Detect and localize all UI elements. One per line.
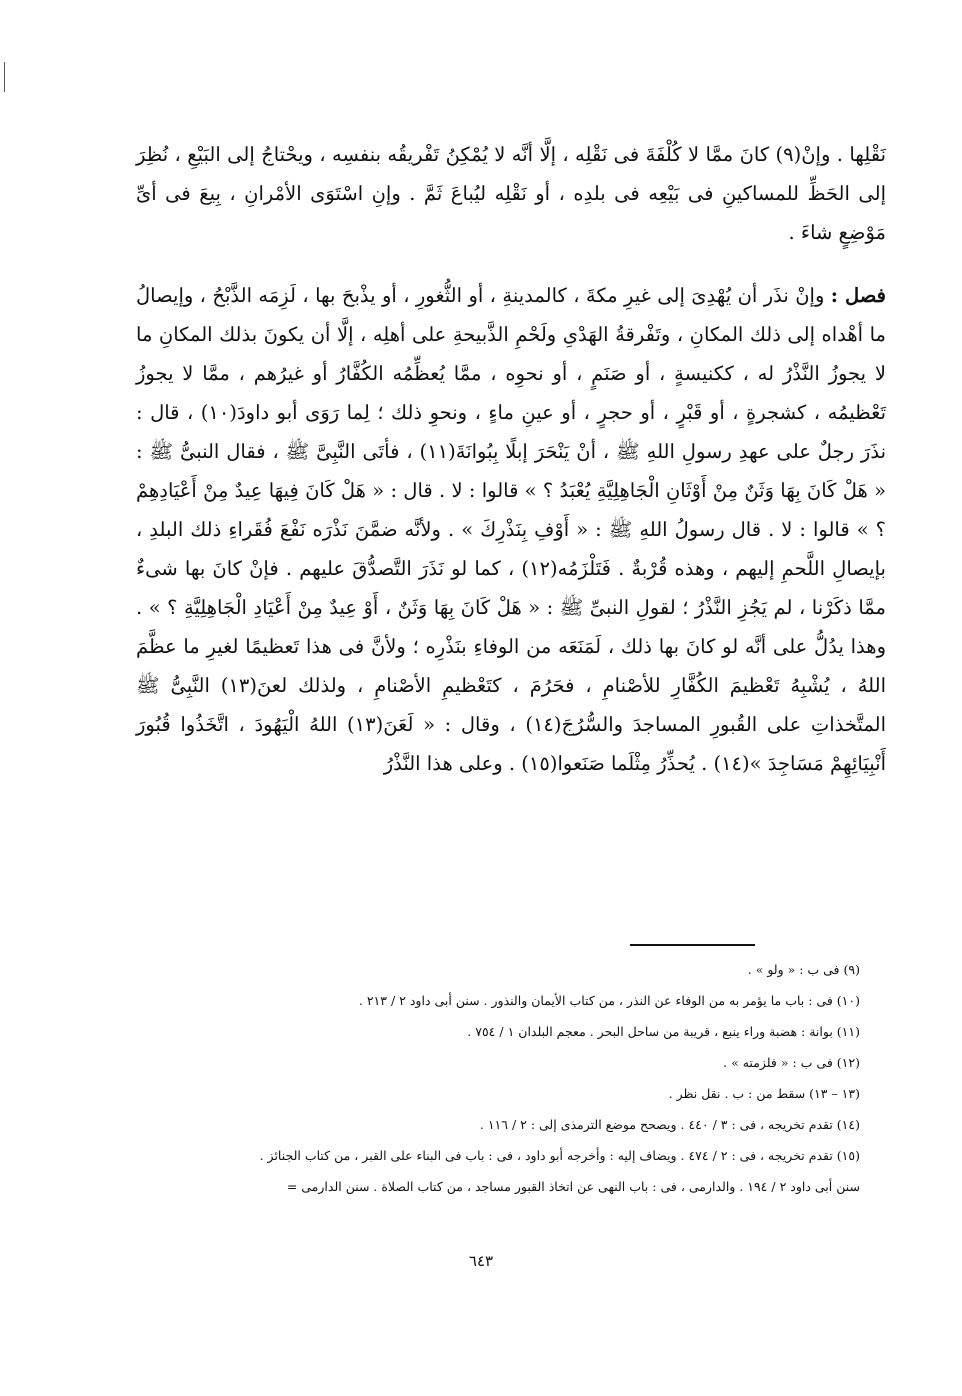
footnote-9: (٩) فى ب : « ولو » .	[747, 962, 860, 977]
footnote-10: (١٠) فى : باب ما يؤمر به من الوفاء عن النذر ، من كتاب الأيمان والنذور . سنن أبى داود ٢ / ٢١٣ .	[358, 993, 860, 1008]
footnote-separator	[630, 944, 755, 946]
footnote-11: (١١) بوانة : هضبة وراء ينبع ، قريبة من ساحل البحر . معجم البلدان ١ / ٧٥٤ .	[467, 1024, 860, 1039]
footnote-15: (١٥) تقدم تخريجه ، فى : ٢ / ٤٧٤ . ويضاف إليه : وأخرجه أبو داود ، فى : باب فى البناء على القبر ، من كتاب الجنائز .	[259, 1148, 860, 1163]
paragraph-2	[136, 276, 886, 783]
footnote-12: (١٢) فى ب : « فلزمته » .	[723, 1055, 860, 1070]
page-number: ٦٤٣	[468, 1252, 494, 1270]
paragraph-1: نَقْلِها . وإنْ(٩) كانَ ممَّا لا كُلْفَةَ فى نَقْلِه ، إلَّا أنَّه لا يُمْكِنُ تَفْريقُه بنفسِه ، ويحْتاجُ إلى البَيْعِ ، نُظِرَ إلى الحَظِّ للمساكينِ فى بَيْعِه فى بلدِه ، أو نَقْلِه ليُباعَ ثَمَّ . وإنِ اسْتَوَى الأمْرانِ ، بِيعَ فى أىِّ مَوْضِعٍ شاءَ .	[136, 143, 886, 244]
section-heading-fasl: فصل :	[830, 284, 886, 307]
footnote-14: (١٤) تقدم تخريجه ، فى : ٣ / ٤٤٠ . ويصحح موضع الترمذى إلى : ٢ / ١١٦ .	[479, 1117, 860, 1132]
main-text	[136, 135, 886, 783]
margin-mark	[4, 62, 5, 92]
paragraph-2-text: وإنْ نذَر أن يُهْدِىَ إلى غيرِ مكةَ ، كالمدينةِ ، أو الثُّغورِ ، أو يذْبحَ بها ، لَزِمَه الذَّبْحُ ، وإيصالُ ما أهْداه إلى ذلك المكانِ ، وتَفْرقةُ الهَدْىِ ولَحْمِ الذَّبيحةِ على أهلِه ، إلَّا أن يكونَ بذلك المكانِ ما لا يجوزُ النَّذْرُ له ، ككنيسةٍ ، أو صَنَمٍ ، أو نحوِه ، ممَّا يُعظِّمُه الكُفَّارُ أو غيرُهم ، ممَّا لا يجوزُ تَعْظيمُه ، كشجرةٍ ، أو قَبْرٍ ، أو حجرٍ ، أو عينِ ماءٍ ، ونحوِ ذلك ؛ لِما رَوَى أبو داودَ(١٠) ، قال : نذَرَ رجلٌ على عهدِ رسولِ اللهِ ﷺ ، أنْ يَنْحَرَ إبلًا بِبُوانَةَ(١١) ، فأتَى النَّبِىَّ ﷺ ، فقال النبىُّ ﷺ : « هَلْ كَانَ بِهَا وَثَنٌ مِنْ أَوْثَانِ الْجَاهِلِيَّةِ يُعْبَدُ ؟ » قالوا : لا . قال : « هَلْ كَانَ فِيهَا عِيدٌ مِنْ أَعْيَادِهِمْ ؟ » قالوا : لا . قال رسولُ اللهِ ﷺ : « أَوْفِ بِنَذْرِكَ » . ولأنَّه ضمَّنَ نَذْرَه نَفْعَ فُقَراءِ ذلك البلدِ ، بإيصالِ اللَّحمِ إليهم ، وهذه قُرْبةٌ . فَتَلْزَمُه(١٢) ، كما لو نَذَرَ التَّصدُّقَ عليهم . فإنْ كانَ بها شىءٌ ممَّا ذكَرْنا ، لم يَجُزِ النَّذْرُ ؛ لقولِ النبىِّ ﷺ : « هَلْ كَانَ بِهَا وَثَنٌ ، أَوْ عِيدٌ مِنْ أَعْيَادِ الْجَاهِلِيَّةِ ؟ » . وهذا يدُلُّ على أنَّه لو كانَ بها ذلك ، لَمَنَعَه من الوفاءِ بنَذْرِه ؛ ولأنَّ فى هذا تَعظيمًا لغيرِ ما عظَّمَ اللهُ ، يُشْبِهُ تَعْظيمَ الكُفَّارِ للأصْنامِ ، فحَرُمَ ، كتَعْظيمِ الأصْنامِ ، ولذلك لعنَ(١٣) النَّبِىُّ ﷺ المتَّخذاتِ على القُبورِ المساجدَ والسُّرُجَ(١٤) ، وقال : « لَعَنَ(١٣) اللهُ الْيَهُودَ ، اتَّخَذُوا قُبُورَ أَنْبِيَائِهِمْ مَسَاجِدَ »(١٤) . يُحذِّرُ مِثْلَما صَنَعوا(١٥) . وعلى هذا النَّذْرُ	[136, 284, 887, 775]
footnotes	[150, 954, 860, 1202]
footnote-13: (١٣ – ١٣) سقط من : ب . نقل نظر .	[668, 1086, 860, 1101]
footnote-15-continued: سنن أبى داود ٢ / ١٩٤ . والدارمى ، فى : باب النهى عن اتخاذ القبور مساجد ، من كتاب الصلاة . سنن الدارمى =	[286, 1179, 860, 1194]
